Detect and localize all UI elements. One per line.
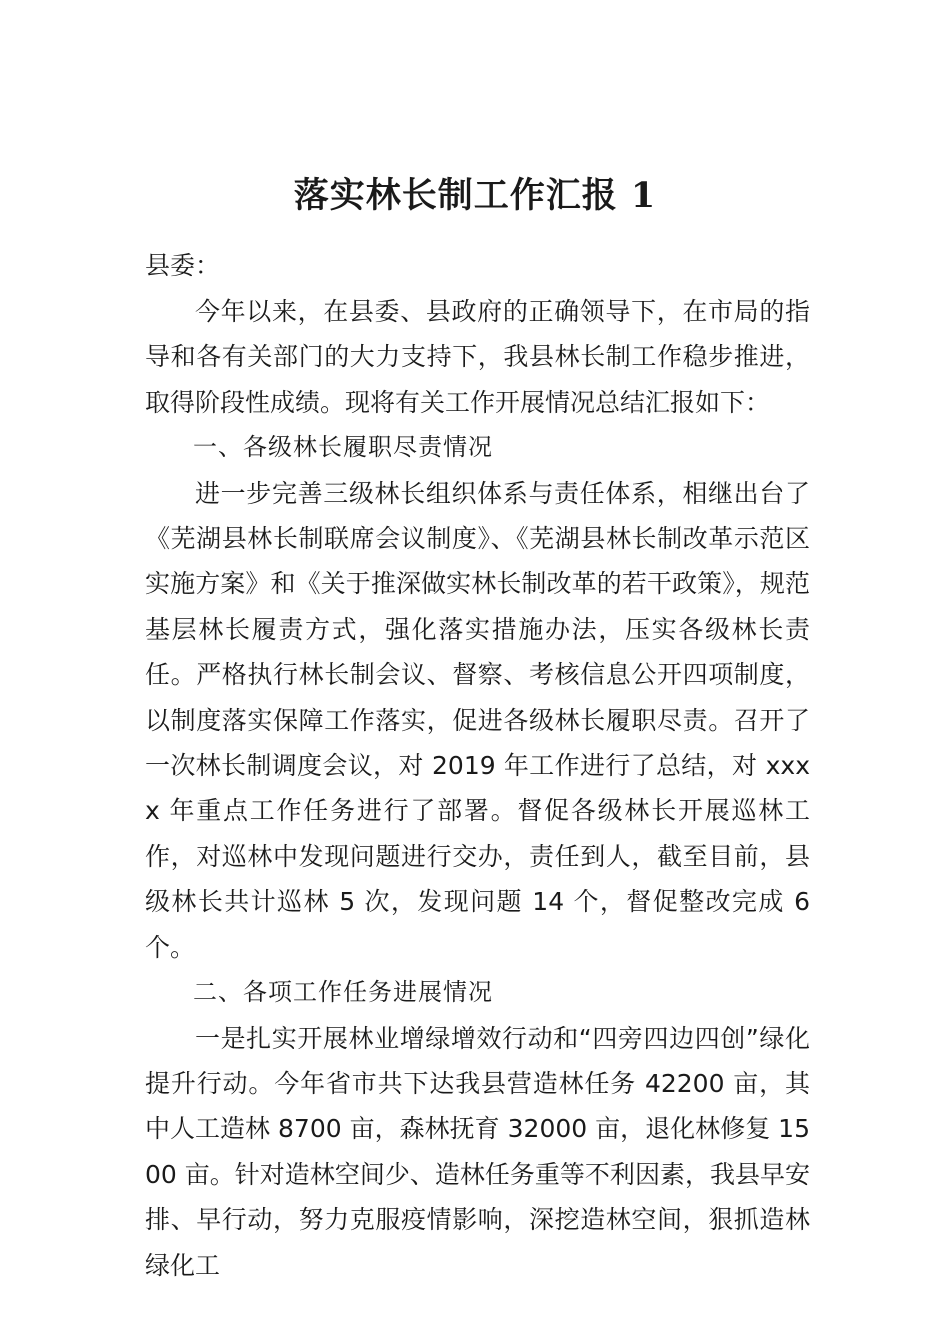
salutation: 县委：	[145, 251, 221, 280]
section-1-heading: 一、各级林长履职尽责情况	[193, 433, 493, 462]
section-2-paragraph: 一是扎实开展林业增绿增效行动和“四旁四边四创”绿化提升行动。今年省市共下达我县营造林任务 42200 亩，其中人工造林 8700 亩，森林抚育 32000 亩，退化林修复 1500 亩。针对造林空间少、造林任务重等不利因素，我县早安排、早行动，努力克服疫情影响，深挖造林空间，狠抓造林绿化工	[145, 1023, 810, 1280]
section-2-heading: 二、各项工作任务进展情况	[193, 978, 493, 1007]
document-title: 落实林长制工作汇报 1	[293, 175, 657, 217]
document-body	[145, 289, 810, 1288]
section-1-paragraph: 进一步完善三级林长组织体系与责任体系，相继出台了《芜湖县林长制联席会议制度》、《芜湖县林长制改革示范区实施方案》和《关于推深做实林长制改革的若干政策》，规范基层林长履责方式，强化落实措施办法，压实各级林长责任。严格执行林长制会议、督察、考核信息公开四项制度，以制度落实保障工作落实，促进各级林长履职尽责。召开了一次林长制调度会议，对 2019 年工作进行了总结，对 xxxx 年重点工作任务进行了部署。督促各级林长开展巡林工作，对巡林中发现问题进行交办，责任到人，截至目前，县级林长共计巡林 5 次，发现问题 14 个，督促整改完成 6 个。	[145, 478, 810, 962]
intro-paragraph: 今年以来，在县委、县政府的正确领导下，在市局的指导和各有关部门的大力支持下，我县林长制工作稳步推进， 取得阶段性成绩。现将有关工作开展情况总结汇报如下：	[145, 297, 810, 417]
